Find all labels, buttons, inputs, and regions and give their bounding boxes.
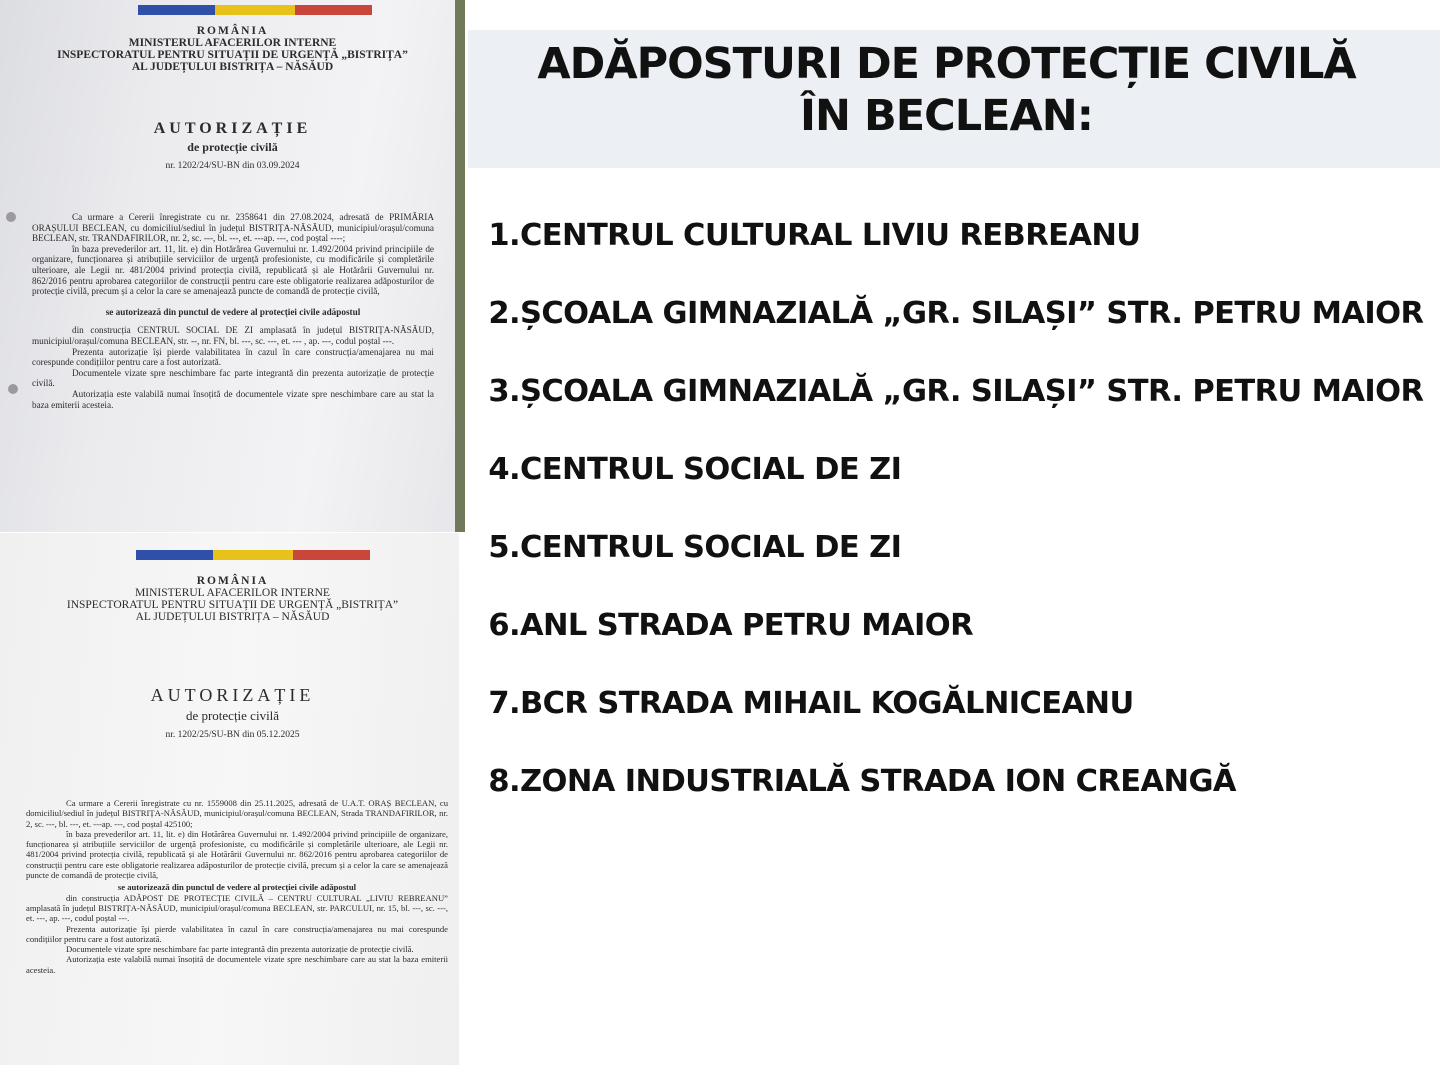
binder-hole <box>6 212 16 222</box>
ministry: MINISTERUL AFACERILOR INTERNE <box>135 587 330 599</box>
authorization-title-block <box>0 120 465 171</box>
document-title: AUTORIZAȚIE <box>150 685 315 705</box>
paragraph: Ca urmare a Cererii înregistrate cu nr. 1559008 din 25.11.2025, adresată de U.A.T. ORAȘ BECLEAN, cu domiciliul/sediul în județul BISTRIȚA-NĂSĂUD, municipiul/orașul/comuna BECLEAN, Strada TRANDAFIRILOR, nr. 2, sc. ---, bl. ---, et. ---ap. ---, cod poștal 425100; <box>26 798 448 829</box>
list-item <box>478 296 1438 374</box>
document-header <box>0 25 465 73</box>
item-number: 8. <box>488 764 520 799</box>
ministry: MINISTERUL AFACERILOR INTERNE <box>128 37 337 49</box>
document-header <box>0 575 465 623</box>
inspectorate: INSPECTORATUL PENTRU SITUAȚII DE URGENȚĂ „BISTRIȚA” <box>66 599 399 611</box>
authorization-statement: se autorizează din punctul de vedere al protecției civile adăpostul <box>105 306 361 317</box>
title-line-2: ÎN BECLEAN: <box>800 91 1093 141</box>
authorization-document-2 <box>0 533 465 1065</box>
item-name: CENTRUL SOCIAL DE ZI <box>520 530 902 565</box>
document-subtitle: de protecție civilă <box>187 140 278 154</box>
item-name: ȘCOALA GIMNAZIALĂ „GR. SILAȘI” STR. PETRU MAIOR <box>520 296 1424 331</box>
inspectorate: INSPECTORATUL PENTRU SITUAȚII DE URGENȚĂ „BISTRIȚA” <box>57 49 408 61</box>
page-title <box>468 38 1425 142</box>
country: ROMÂNIA <box>196 575 269 587</box>
document-title: AUTORIZAȚIE <box>153 120 312 137</box>
paragraph: Prezenta autorizație își pierde valabilitatea în cazul în care construcția/amenajarea nu mai corespunde condițiilor pentru care a fost autorizată. <box>32 346 434 368</box>
list-item <box>478 218 1438 296</box>
county: AL JUDEȚULUI BISTRIȚA – NĂSĂUD <box>131 61 334 73</box>
county: AL JUDEȚULUI BISTRIȚA – NĂSĂUD <box>135 611 330 623</box>
list-item <box>478 608 1438 686</box>
document-body <box>26 798 448 975</box>
item-name: CENTRUL SOCIAL DE ZI <box>520 452 902 487</box>
paragraph: în baza prevederilor art. 11, lit. e) din Hotărârea Guvernului nr. 1.492/2004 privind principiile de organizare, funcționarea și atribuțiile serviciilor de urgență profesioniste, cu modificările și completările ulterioare, ale Legii nr. 481/2004 privind protecția civilă, republicată și ale Hotărârii Guvernului nr. 862/2016 pentru aprobarea categoriilor de construcții pentru care este obligatorie realizarea adăposturilor de protecție civilă, precum și a celor la care se amenajează puncte de comandă de protecție civilă, <box>26 828 448 881</box>
item-number: 6. <box>488 608 520 643</box>
romanian-flag-stripe <box>136 550 370 560</box>
paragraph: din construcția CENTRUL SOCIAL DE ZI amplasată în județul BISTRIȚA-NĂSĂUD, municipiul/orașul/comuna BECLEAN, str. --, nr. FN, bl. ---, sc. ---, et. --- , ap. ---, codul poștal ---. <box>32 325 434 346</box>
list-item <box>478 764 1438 842</box>
paragraph: Documentele vizate spre neschimbare fac parte integrantă din prezenta autorizație de protecție civilă. <box>66 944 414 955</box>
item-number: 4. <box>488 452 520 487</box>
item-number: 5. <box>488 530 520 565</box>
list-item <box>478 530 1438 608</box>
paragraph: Documentele vizate spre neschimbare fac parte integrantă din prezenta autorizație de protecție civilă. <box>32 367 434 389</box>
paragraph: în baza prevederilor art. 11, lit. e) din Hotărârea Guvernului nr. 1.492/2004 privind principiile de organizare, funcționarea și atribuțiile serviciilor de urgență profesioniste, cu modificările și completările ulterioare, ale Legii nr. 481/2004 privind protecția civilă, republicată și ale Hotărârii Guvernului nr. 862/2016 pentru aprobarea categoriilor de construcții pentru care este obligatorie realizarea adăposturilor de protecție civilă, precum și a celor la care se amenajează puncte de comandă de protecție civilă, <box>32 243 434 297</box>
item-name: ȘCOALA GIMNAZIALĂ „GR. SILAȘI” STR. PETRU MAIOR <box>520 374 1424 409</box>
document-body <box>32 212 434 410</box>
item-number: 7. <box>488 686 520 721</box>
list-item <box>478 686 1438 764</box>
authorization-document-1 <box>0 0 465 532</box>
list-item <box>478 452 1438 530</box>
item-number: 2. <box>488 296 520 331</box>
country: ROMÂNIA <box>196 25 269 37</box>
paragraph: Autorizația este valabilă numai însoțită de documentele vizate spre neschimbare care au stat la baza emiterii acesteia. <box>32 388 434 410</box>
authorization-title-block <box>0 685 465 740</box>
paragraph: Prezenta autorizație își pierde valabilitatea în cazul în care construcția/amenajarea nu mai corespunde condițiilor pentru care a fost autorizată. <box>26 923 448 944</box>
list-item <box>478 374 1438 452</box>
paragraph: din construcția ADĂPOST DE PROTECȚIE CIVILĂ – CENTRU CULTURAL „LIVIU REBREANU” amplasată în județul BISTRIȚA-NĂSĂUD, municipiul/orașul/comuna BECLEAN, str. PARCULUI, nr. 15, bl. ---, sc. ---, et. ---, ap. ---, codul poștal ---. <box>26 892 448 924</box>
item-name: CENTRUL CULTURAL LIVIU REBREANU <box>520 218 1141 253</box>
item-name: ZONA INDUSTRIALĂ STRADA ION CREANGĂ <box>520 764 1236 799</box>
paragraph: Autorizația este valabilă numai însoțită de documentele vizate spre neschimbare care au stat la baza emiterii acesteia. <box>26 954 448 975</box>
document-number: nr. 1202/25/SU-BN din 05.12.2025 <box>165 730 300 740</box>
document-number: nr. 1202/24/SU-BN din 03.09.2024 <box>165 161 300 171</box>
authorization-statement: se autorizează din punctul de vedere al protecției civile adăpostul <box>117 882 357 893</box>
romanian-flag-stripe <box>138 5 372 15</box>
item-name: BCR STRADA MIHAIL KOGĂLNICEANU <box>520 686 1134 721</box>
title-line-1: ADĂPOSTURI DE PROTECȚIE CIVILĂ <box>537 39 1356 89</box>
shelter-list <box>478 218 1438 842</box>
document-subtitle: de protecție civilă <box>185 708 280 723</box>
item-number: 3. <box>488 374 520 409</box>
binder-hole <box>8 384 18 394</box>
item-name: ANL STRADA PETRU MAIOR <box>520 608 973 643</box>
paragraph: Ca urmare a Cererii înregistrate cu nr. 2358641 din 27.08.2024, adresată de PRIMĂRIA ORAȘULUI BECLEAN, cu domiciliul/sediul în județul BISTRIȚA-NĂSĂUD, municipiul/orașul/comuna BECLEAN, str. TRANDAFIRILOR, nr. 2, sc. ---, bl. ---, et. ---ap. ---, cod poștal ----; <box>32 212 434 244</box>
item-number: 1. <box>488 218 520 253</box>
